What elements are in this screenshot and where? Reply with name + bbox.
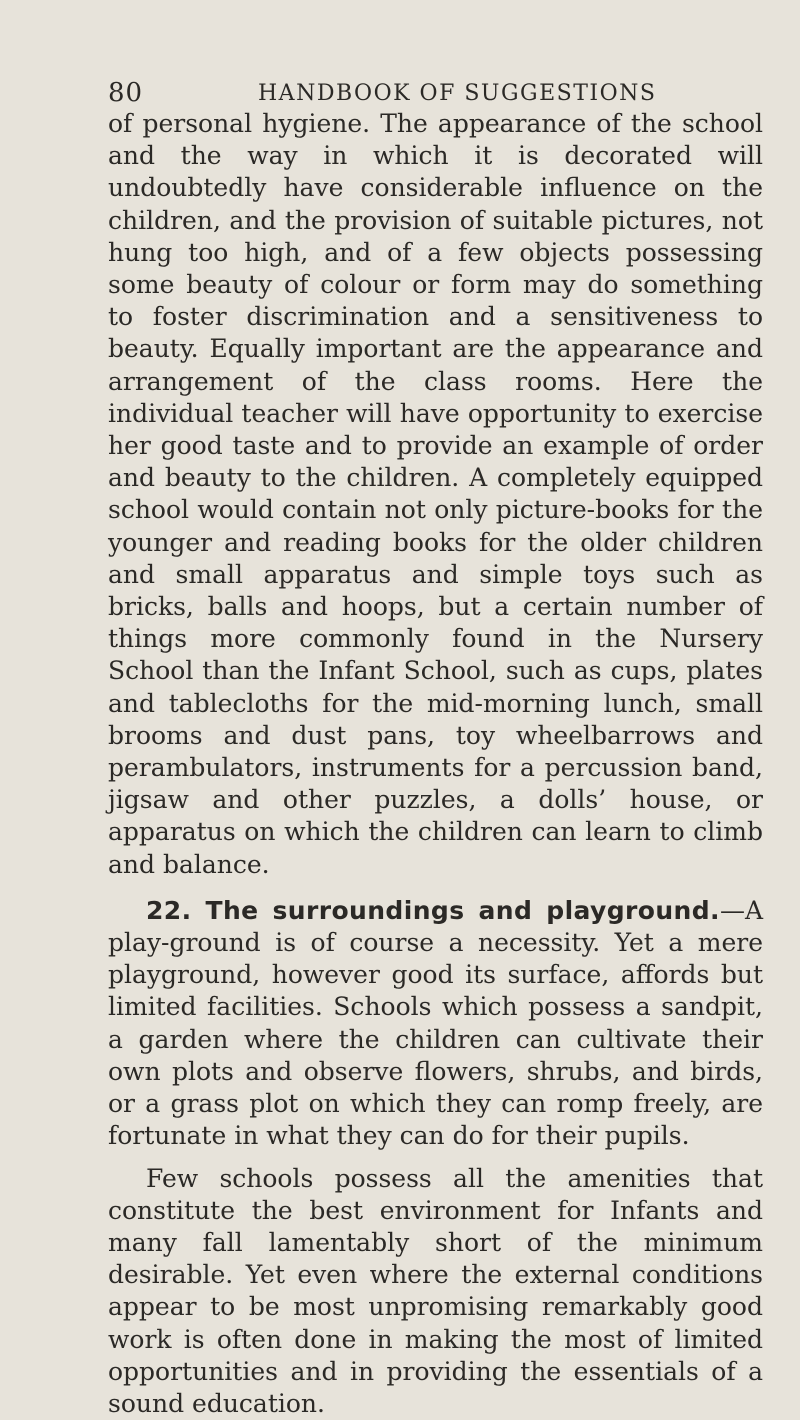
paragraph-2-text: —A play-ground is of course a necessity. Yet a mere playground, however good its surface, affords but limited facilities. Schools which possess a sandpit, a garden where the children can cultivate their own plots and observe flowers, shrubs, and birds, or a grass plot on which they can romp freely, are fortunate in what they can do for their pupils. [108,896,763,1150]
page-number: 80 [108,78,143,108]
paragraph-3: Few schools possess all the amenities that constitute the best environment for Infants and many fall lamentably short of the minimum desirable. Yet even where the external conditions appear to be most unpromising remarkably good work is often done in making the most of limited opportunities and in providing the essentials of a sound education. [108,1163,763,1420]
page-header [108,78,768,110]
paragraph-1: of personal hygiene. The appearance of the school and the way in which it is decorated will undoubtedly have considerable influence on the children, and the provision of suitable pictures, not hung too high, and of a few objects possessing some beauty of colour or form may do something to foster discrimination and a sensitiveness to beauty. Equally important are the appearance and arrangement of the class rooms. Here the individual teacher will have opportunity to exercise her good taste and to provide an example of order and beauty to the children. A completely equipped school would contain not only picture-books for the younger and reading books for the older children and small apparatus and simple toys such as bricks, balls and hoops, but a certain number of things more commonly found in the Nursery School than the Infant School, such as cups, plates and tablecloths for the mid-morning lunch, small brooms and dust pans, toy wheelbarrows and perambulators, instruments for a percussion band, jigsaw and other puzzles, a dolls’ house, or apparatus on which the children can learn to climb and balance. [108,108,763,881]
section-heading: 22. The surroundings and playground. [146,896,720,925]
body-text [108,108,763,1420]
paragraph-2 [108,895,763,1153]
running-head: HANDBOOK OF SUGGESTIONS [258,81,656,106]
